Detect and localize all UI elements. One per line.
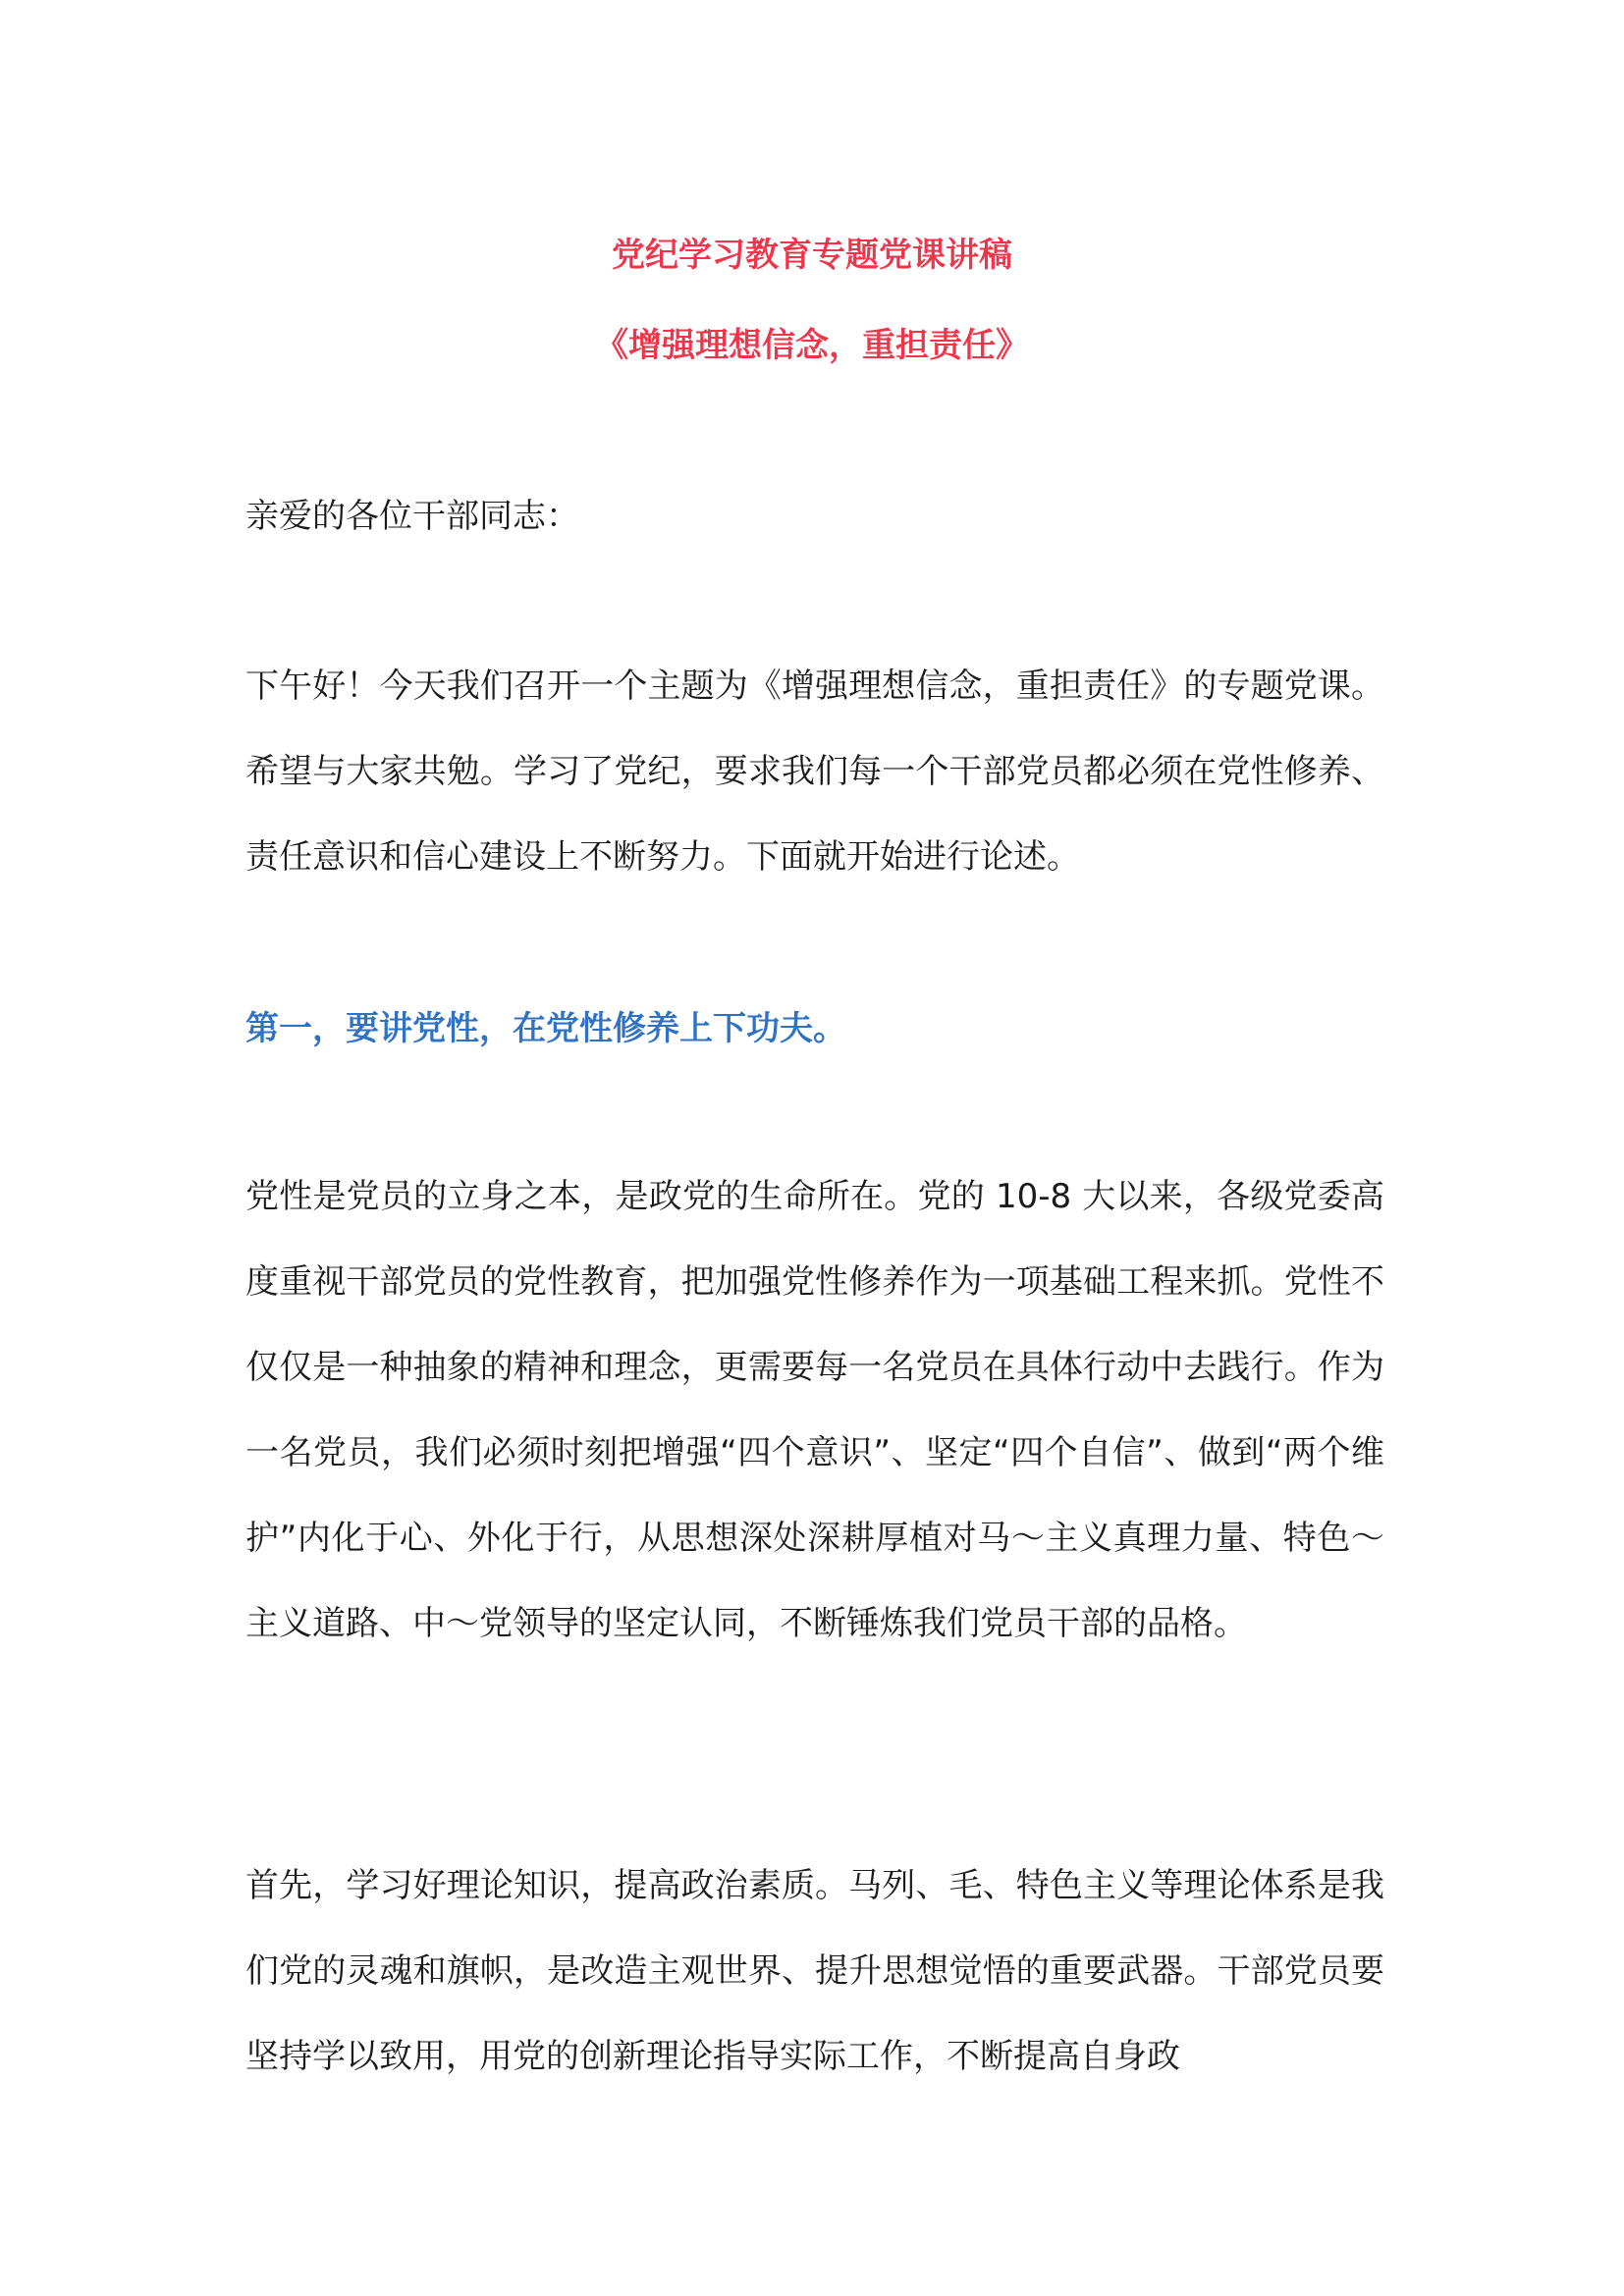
opening-paragraph: 下午好！今天我们召开一个主题为《增强理想信念，重担责任》的专题党课。希望与大家共勉。学习了党纪，要求我们每一个干部党员都必须在党性修养、责任意识和信心建设上不断努力。下面就开始进行论述。: [245, 667, 1384, 877]
section-1-paragraph-first-point: 首先，学习好理论知识，提高政治素质。马列、毛、特色主义等理论体系是我们党的灵魂和旗帜，是改造主观世界、提升思想觉悟的重要武器。干部党员要坚持学以致用，用党的创新理论指导实际工作，不断提高自身政: [245, 1866, 1384, 2076]
document-title: 党纪学习教育专题党课讲稿: [612, 236, 1012, 275]
section-1-paragraph: 党性是党员的立身之本，是政党的生命所在。党的 10-8 大以来，各级党委高度重视干部党员的党性教育，把加强党性修养作为一项基础工程来抓。党性不仅仅是一种抽象的精神和理念，更需要每一名党员在具体行动中去践行。作为一名党员，我们必须时刻把增强“四个意识”、坚定“四个自信”、做到“两个维护”内化于心、外化于行，从思想深处深耕厚植对马～主义真理力量、特色～主义道路、中～党领导的坚定认同，不断锤炼我们党员干部的品格。: [245, 1177, 1384, 1643]
document-subtitle: 《增强理想信念，重担责任》: [595, 326, 1029, 365]
salutation: 亲爱的各位干部同志：: [245, 497, 579, 536]
section-heading-1: 第一，要讲党性，在党性修养上下功夫。: [245, 1009, 846, 1048]
